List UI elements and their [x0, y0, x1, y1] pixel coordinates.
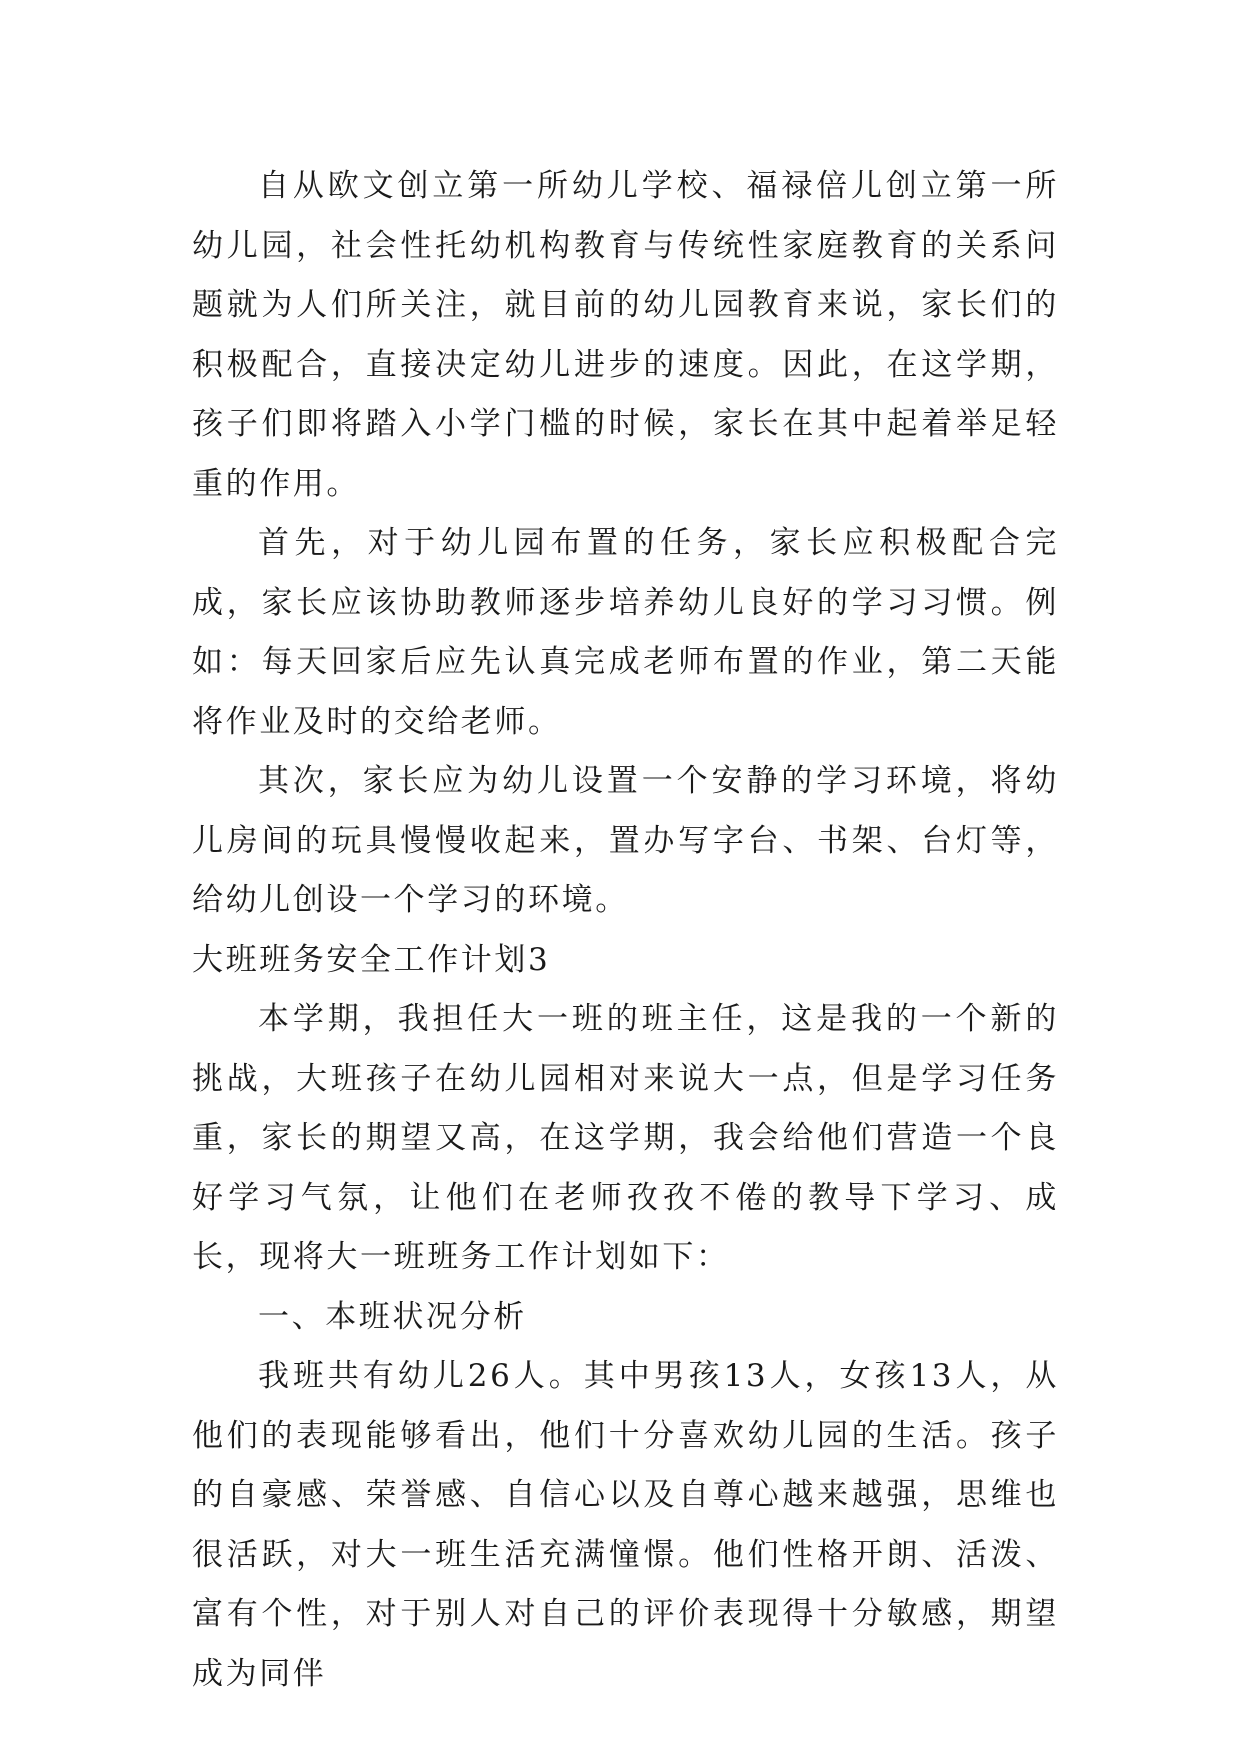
document-body	[192, 157, 1059, 1704]
paragraph-first: 首先，对于幼儿园布置的任务，家长应积极配合完成，家长应该协助教师逐步培养幼儿良好的学习习惯。例如：每天回家后应先认真完成老师布置的作业，第二天能将作业及时的交给老师。	[192, 525, 1059, 740]
section-heading: 大班班务安全工作计划3	[192, 941, 551, 978]
paragraph-class-analysis: 我班共有幼儿26人。其中男孩13人，女孩13人，从他们的表现能够看出，他们十分喜欢幼儿园的生活。孩子的自豪感、荣誉感、自信心以及自尊心越来越强，思维也很活跃，对大一班生活充满憧憬。他们性格开朗、活泼、富有个性，对于别人对自己的评价表现得十分敏感，期望成为同伴	[192, 1358, 1059, 1692]
paragraph-intro: 自从欧文创立第一所幼儿学校、福禄倍儿创立第一所幼儿园，社会性托幼机构教育与传统性家庭教育的关系问题就为人们所关注，就目前的幼儿园教育来说，家长们的积极配合，直接决定幼儿进步的速度。因此，在这学期，孩子们即将踏入小学门槛的时候，家长在其中起着举足轻重的作用。	[192, 168, 1059, 502]
subsection-heading: 一、本班状况分析	[258, 1298, 527, 1335]
paragraph-semester: 本学期，我担任大一班的班主任，这是我的一个新的挑战，大班孩子在幼儿园相对来说大一点，但是学习任务重，家长的期望又高，在这学期，我会给他们营造一个良好学习气氛，让他们在老师孜孜不倦的教导下学习、成长，现将大一班班务工作计划如下：	[192, 1001, 1059, 1275]
paragraph-second: 其次，家长应为幼儿设置一个安静的学习环境，将幼儿房间的玩具慢慢收起来，置办写字台、书架、台灯等，给幼儿创设一个学习的环境。	[192, 763, 1059, 918]
